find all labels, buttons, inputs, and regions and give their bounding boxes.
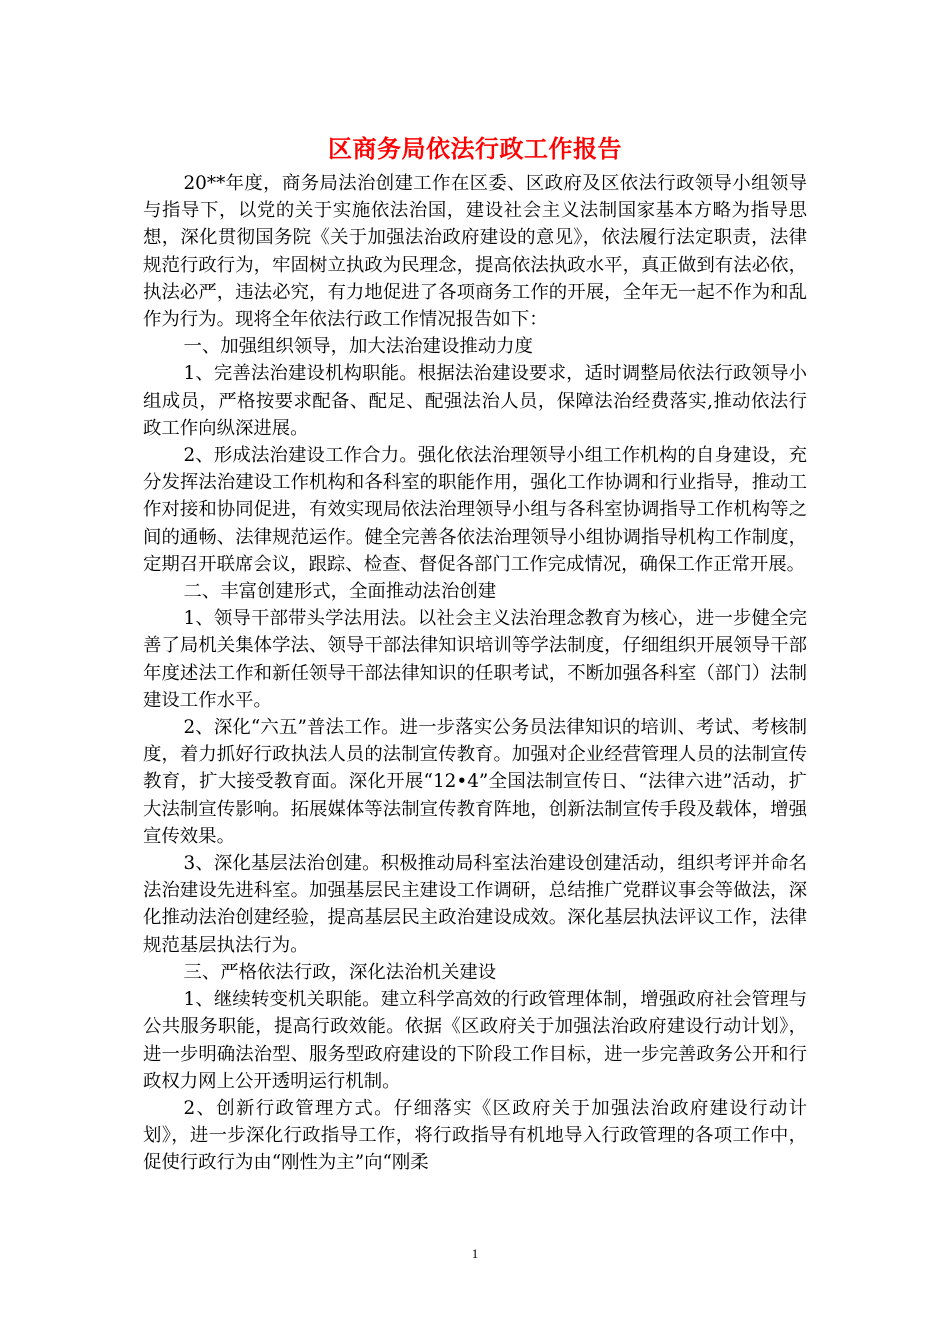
section-heading-2: 二、丰富创建形式，全面推动法治创建 — [183, 581, 497, 603]
paragraph-2-2: 2、深化“六五”普法工作。进一步落实公务员法律知识的培训、考试、考核制度，着力抓好行政执法人员的法制宣传教育。加强对企业经营管理人员的法制宣传教育，扩大接受教育面。深化开展“12•4”全国法制宣传日、“法律六进”活动，扩大法制宣传影响。拓展媒体等法制宣传教育阵地，创新法制宣传手段及载体，增强宣传效果。 — [143, 717, 807, 847]
paragraph-3-2: 2、创新行政管理方式。仔细落实《区政府关于加强法治政府建设行动计划》，进一步深化行政指导工作，将行政指导有机地导入行政管理的各项工作中，促使行政行为由“刚性为主”向“刚柔 — [143, 1097, 807, 1174]
page-number: 1 — [471, 1246, 479, 1261]
paragraph-3-1: 1、继续转变机关职能。建立科学高效的行政管理体制，增强政府社会管理与公共服务职能，提高行政效能。依据《区政府关于加强法治政府建设行动计划》，进一步明确法治型、服务型政府建设的下阶段工作目标，进一步完善政务公开和行政权力网上公开透明运行机制。 — [143, 989, 807, 1092]
document-body — [143, 170, 807, 1177]
paragraph-2-1: 1、领导干部带头学法用法。以社会主义法治理念教育为核心，进一步健全完善了局机关集体学法、领导干部法律知识培训等学法制度，仔细组织开展领导干部年度述法工作和新任领导干部法律知识的任职考试，不断加强各科室（部门）法制建设工作水平。 — [143, 608, 807, 711]
paragraph-2-3: 3、深化基层法治创建。积极推动局科室法治建设创建活动，组织考评并命名法治建设先进科室。加强基层民主建设工作调研，总结推广党群议事会等做法，深化推动法治创建经验，提高基层民主政治建设成效。深化基层执法评议工作，法律规范基层执法行为。 — [143, 853, 807, 956]
paragraph-1-1: 1、完善法治建设机构职能。根据法治建设要求，适时调整局依法行政领导小组成员，严格按要求配备、配足、配强法治人员，保障法治经费落实,推动依法行政工作向纵深进展。 — [143, 363, 807, 439]
document-title: 区商务局依法行政工作报告 — [328, 134, 622, 163]
section-heading-3: 三、严格依法行政，深化法治机关建设 — [183, 961, 497, 983]
intro-paragraph: 20**年度，商务局法治创建工作在区委、区政府及区依法行政领导小组领导与指导下，以党的关于实施依法治国，建设社会主义法制国家基本方略为指导思想，深化贯彻国务院《关于加强法治政府建设的意见》，依法履行法定职责，法律规范行政行为，牢固树立执政为民理念，提高依法执政水平，真正做到有法必依，执法必严，违法必究，有力地促进了各项商务工作的开展，全年无一起不作为和乱作为行为。现将全年依法行政工作情况报告如下： — [143, 173, 807, 331]
section-heading-1: 一、加强组织领导，加大法治建设推动力度 — [183, 336, 533, 358]
paragraph-1-2: 2、形成法治建设工作合力。强化依法治理领导小组工作机构的自身建设，充分发挥法治建设工作机构和各科室的职能作用，强化工作协调和行业指导，推动工作对接和协同促进，有效实现局依法治理领导小组与各科室协调指导工作机构等之间的通畅、法律规范运作。健全完善各依法治理领导小组协调指导机构工作制度，定期召开联席会议，跟踪、检查、督促各部门工作完成情况，确保工作正常开展。 — [143, 445, 807, 575]
